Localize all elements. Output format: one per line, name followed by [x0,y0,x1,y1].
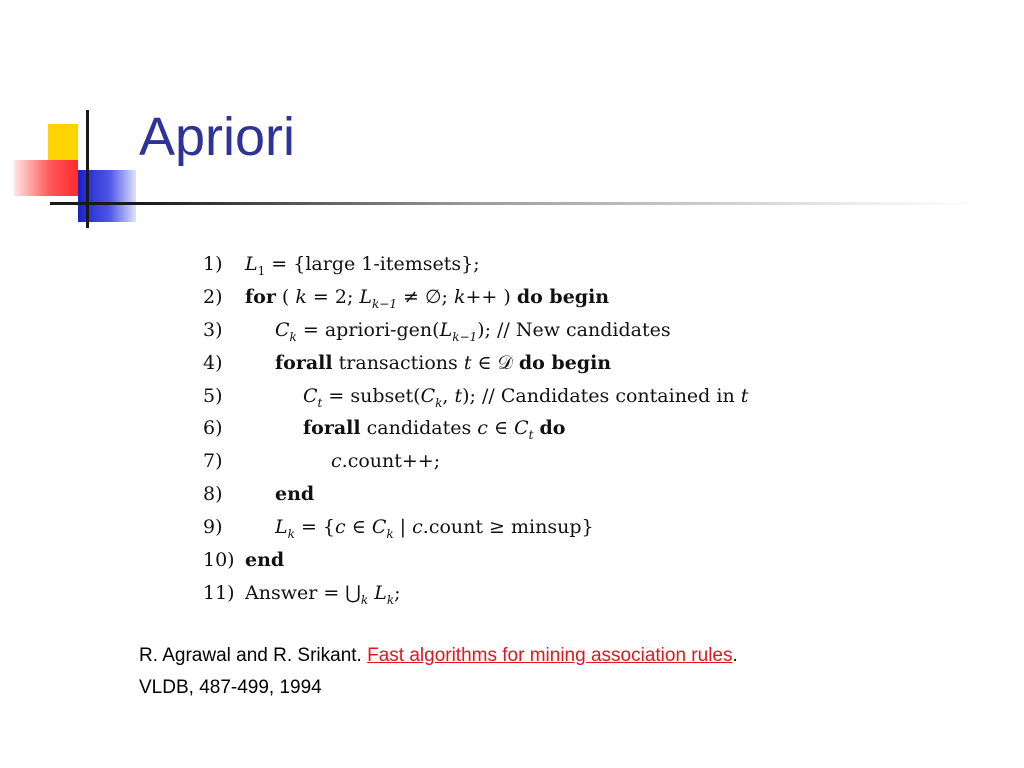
logo-red-square [14,160,78,196]
line-number: 5) [203,384,223,407]
algorithm-line [203,380,903,413]
citation-venue: . VLDB, 487-499, 1994 [139,645,738,698]
logo-vertical-line [86,110,89,228]
algorithm-line [203,347,903,380]
algorithm-line [203,248,903,281]
line-code: end [245,549,285,572]
algorithm-line [203,412,903,445]
algorithm-line [203,478,903,511]
line-number: 10) [203,549,235,572]
line-number: 6) [203,417,223,440]
line-number: 8) [203,483,223,506]
title-underline [50,202,980,205]
algorithm-line [203,445,903,478]
paper-link[interactable]: Fast algorithms for mining association rules [367,645,733,666]
line-number: 4) [203,351,223,374]
line-number: 2) [203,285,223,308]
algorithm-line [203,544,903,577]
line-code: $L_k = \{c$ ∈ $C_k$ | c.count ≥ minsup} [275,516,594,541]
line-number: 9) [203,516,223,539]
line-number: 3) [203,318,223,341]
logo-yellow-square [48,124,78,164]
line-code: Answer = $⋃_k$ $L_k$; [245,581,401,607]
citation [139,640,759,704]
algorithm-line [203,281,903,314]
line-code: $C_t$ = $subset(C_k$, t); // Candidates contained in t [303,384,749,410]
line-code: $C_k$ = apriori-$gen(L_{k-1})$; // New candidates [275,318,671,344]
line-code: forall transactions t ∈ 𝒟 do begin [275,351,612,374]
algorithm-line [203,577,903,610]
line-code: for ( k = 2; $L_{k-1}$ ≠ ∅; k++ ) do begin [245,285,610,311]
line-code: end [275,483,315,506]
algorithm-line [203,511,903,544]
algorithm-listing [203,248,903,610]
line-number: 11) [203,581,235,604]
line-number: 7) [203,450,223,473]
line-number: 1) [203,253,223,275]
algorithm-line [203,314,903,347]
citation-authors: R. Agrawal and R. Srikant. [139,645,368,666]
line-code: forall candidates c ∈ $C_t$ do [303,417,566,443]
line-code: $L_1$ = {large 1-itemsets}; [245,253,480,278]
slide-title: Apriori [139,107,296,167]
line-code: c.count++; [331,450,441,473]
